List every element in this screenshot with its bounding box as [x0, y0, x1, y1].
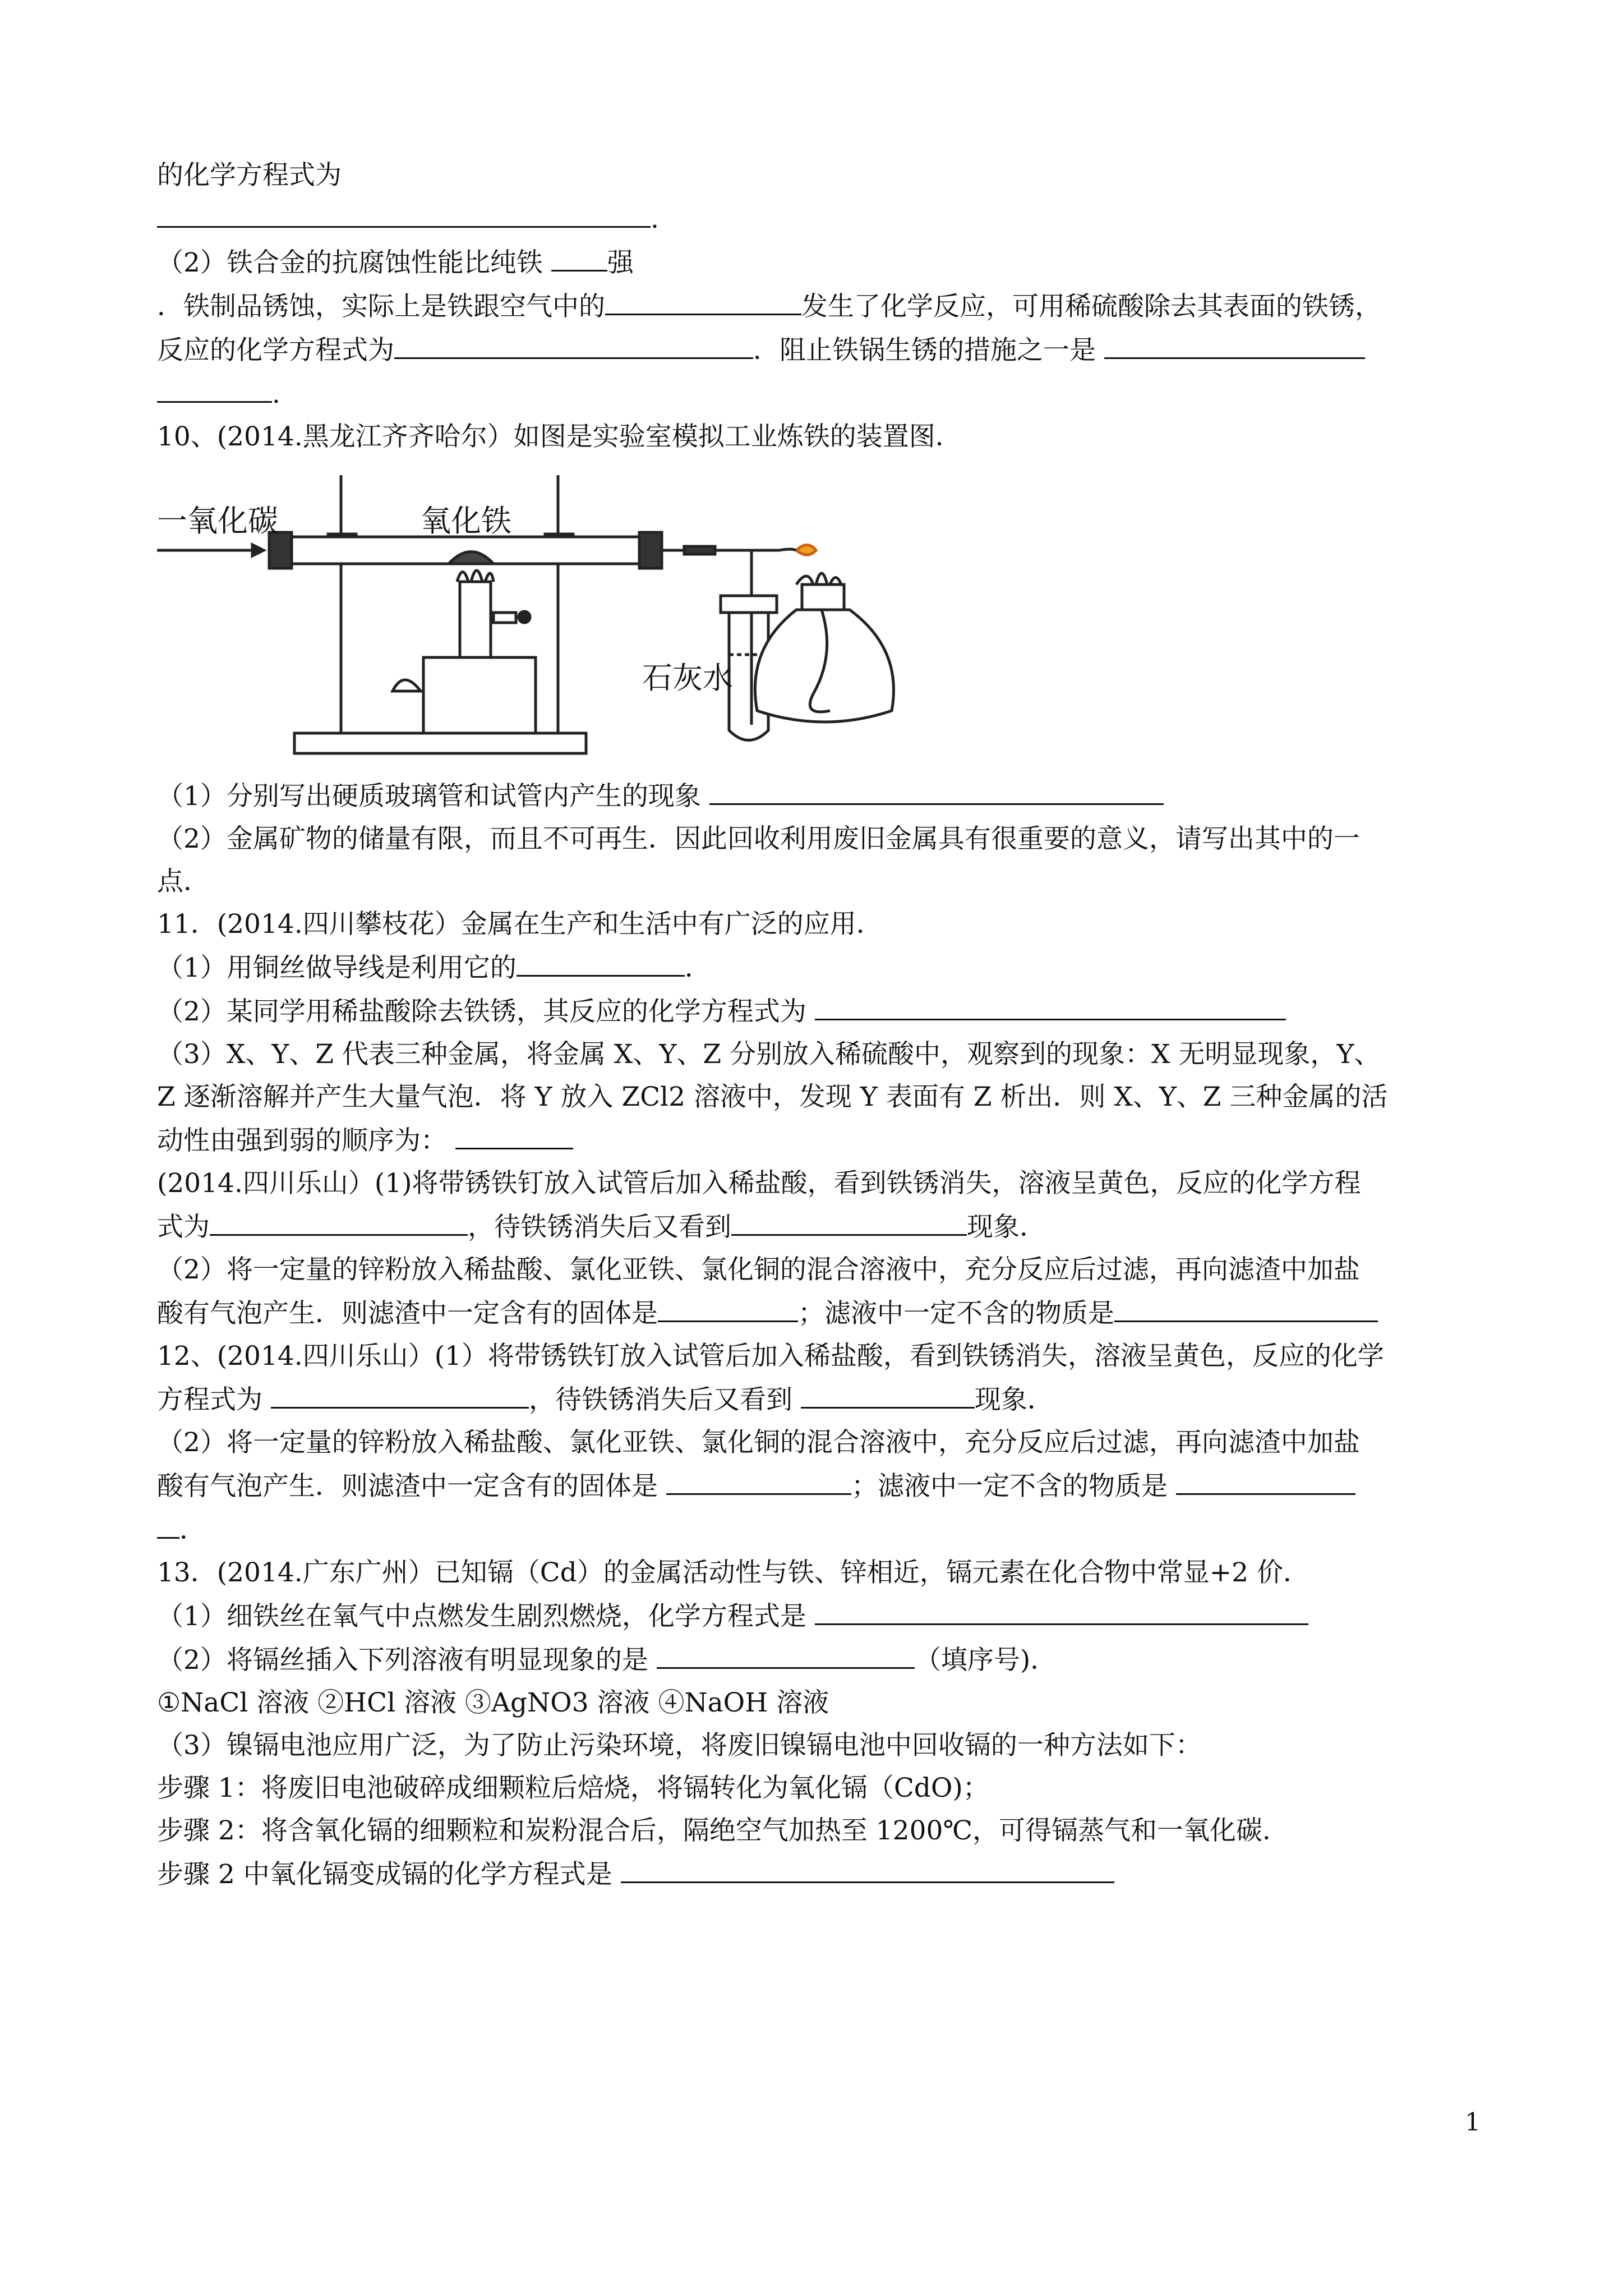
text-line: ．铁制品锈蚀，实际上是铁跟空气中的 发生了化学反应，可用稀硫酸除去其表面的铁锈，: [157, 284, 1486, 328]
question-12-title: 12、(2014.四川乐山）(1）将带锈铁钉放入试管后加入稀盐酸，看到铁锈消失，溶液呈黄色，反应的化学: [157, 1341, 1384, 1372]
text-line: （2）将镉丝插入下列溶液有明显现象的是 （填序号)．: [157, 1638, 1486, 1682]
answer-blank: [157, 372, 272, 403]
text-line: （1）细铁丝在氧气中点燃发生剧烈燃烧，化学方程式是: [157, 1594, 1486, 1638]
text-line: ．: [157, 1508, 1486, 1552]
answer-blank: [605, 284, 801, 315]
text-line: 的化学方程式为: [157, 160, 342, 191]
text-line: 酸有气泡产生．则滤渣中一定含有的固体是 ；滤液中一定不含的物质是: [157, 1291, 1486, 1335]
text-line: Z 逐渐溶解并产生大量气泡．将 Y 放入 ZCl2 溶液中，发现 Y 表面有 Z 析出．则 X、Y、Z 三种金属的活: [157, 1082, 1388, 1112]
answer-blank: [1176, 1464, 1355, 1495]
answer-blank: [271, 1378, 529, 1409]
text-line: （2）将一定量的锌粉放入稀盐酸、氯化亚铁、氯化铜的混合溶液中，充分反应后过滤，再向滤渣中加盐: [157, 1427, 1360, 1458]
answer-blank: [815, 990, 1286, 1020]
text-line: 反应的化学方程式为 ．阻止铁锅生锈的措施之一是: [157, 328, 1486, 372]
label-iron-oxide: 氧化铁: [421, 504, 511, 538]
question-11-title: 11．(2014.四川攀枝花）金属在生产和生活中有广泛的应用．: [157, 909, 883, 940]
answer-blank: [551, 241, 607, 272]
text-line: （2）将一定量的锌粉放入稀盐酸、氯化亚铁、氯化铜的混合溶液中，充分反应后过滤，再向滤渣中加盐: [157, 1254, 1360, 1285]
text-line: 动性由强到弱的顺序为：: [157, 1119, 1486, 1162]
apparatus-diagram: [157, 470, 1178, 770]
text-line: 步骤 2 中氧化镉变成镉的化学方程式是: [157, 1852, 1486, 1896]
text-line: 酸有气泡产生．则滤渣中一定含有的固体是 ；滤液中一定不含的物质是: [157, 1464, 1486, 1508]
text-line: 式为 ，待铁锈消失后又看到 现象．: [157, 1205, 1486, 1249]
label-limewater: 石灰水: [642, 661, 733, 695]
page-number: 1: [1465, 2108, 1481, 2137]
answer-blank: [621, 1852, 1114, 1883]
iron-smelting-apparatus-figure: [157, 470, 1486, 770]
label-carbon-monoxide: 一氧化碳: [157, 504, 278, 538]
text-line: .: [157, 197, 1486, 241]
question-content: [157, 154, 1486, 1896]
text-line: 步骤 1：将废旧电池破碎成细颗粒后焙烧，将镉转化为氧化镉（CdO)；: [157, 1773, 989, 1803]
text-line: ①NaCl 溶液 ②HCl 溶液 ③AgNO3 溶液 ④NaOH 溶液: [157, 1687, 829, 1718]
answer-blank: [517, 946, 685, 977]
question-10-title: 10、(2014.黑龙江齐齐哈尔）如图是实验室模拟工业炼铁的装置图．: [157, 421, 962, 452]
answer-blank: [1114, 1291, 1378, 1322]
answer-blank: [815, 1594, 1308, 1625]
text-line: （2）金属矿物的储量有限，而且不可再生．因此回收利用废旧金属具有很重要的意义，请写出其中的一: [157, 823, 1360, 854]
question-13-title: 13．(2014.广东广州）已知镉（Cd）的金属活动性与铁、锌相近，镉元素在化合物中常显+2 价．: [157, 1557, 1310, 1588]
answer-blank: [455, 1119, 573, 1149]
answer-blank: [210, 1205, 468, 1236]
answer-blank: [157, 197, 651, 228]
answer-blank: [157, 1508, 179, 1539]
answer-blank: [657, 1638, 915, 1669]
text-line: (2014.四川乐山）(1)将带锈铁钉放入试管后加入稀盐酸，看到铁锈消失，溶液呈黄色，反应的化学方程: [157, 1168, 1361, 1199]
text-line: （3）X、Y、Z 代表三种金属，将金属 X、Y、Z 分别放入稀硫酸中，观察到的现象：X 无明显现象，Y、: [157, 1039, 1381, 1070]
answer-blank: [1104, 328, 1365, 359]
text-line: （2）某同学用稀盐酸除去铁锈，其反应的化学方程式为: [157, 990, 1486, 1033]
answer-blank: [658, 1291, 798, 1322]
answer-blank: [801, 1378, 975, 1409]
text-line: 点．: [157, 866, 210, 897]
text-line: （1）用铜丝做导线是利用它的 ．: [157, 946, 1486, 990]
answer-blank: [666, 1464, 851, 1495]
text-line: （1）分别写出硬质玻璃管和试管内产生的现象: [157, 774, 1486, 818]
text-line: （2）铁合金的抗腐蚀性能比纯铁 强: [157, 241, 1486, 284]
answer-blank: [731, 1205, 967, 1236]
answer-blank: [709, 774, 1164, 805]
text-line: .: [157, 372, 1486, 416]
text-line: （3）镍镉电池应用广泛，为了防止污染环境，将废旧镍镉电池中回收镉的一种方法如下：: [157, 1730, 1202, 1761]
text-line: 步骤 2：将含氧化镉的细颗粒和炭粉混合后，隔绝空气加热至 1200℃，可得镉蒸气和一氧化碳．: [157, 1815, 1289, 1846]
text-line: 方程式为 ，待铁锈消失后又看到 现象．: [157, 1378, 1486, 1421]
answer-blank: [394, 328, 753, 359]
